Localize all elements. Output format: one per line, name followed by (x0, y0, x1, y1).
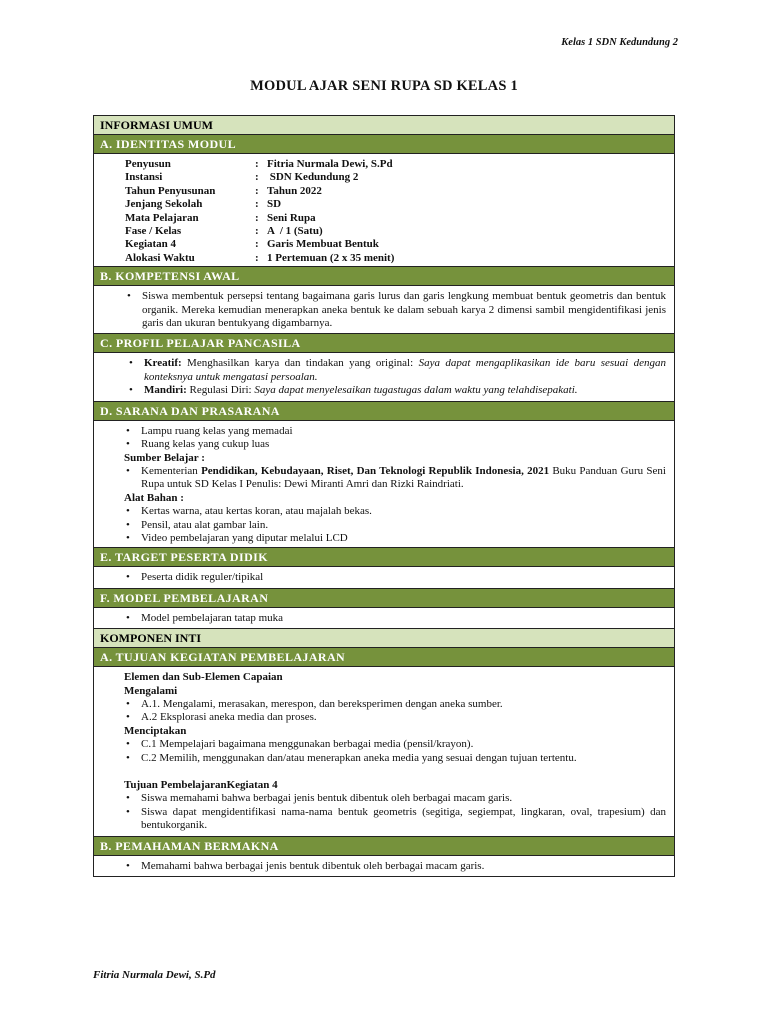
menciptakan-label: Menciptakan (124, 724, 187, 737)
list-item: • Siswa dapat mengidentifikasi nama-nama bentuk geometris (segitiga, segiempat, lingkaran, oval, trapesium) dan bentukorganik. (124, 806, 666, 833)
list-item: • Lampu ruang kelas yang memadai (124, 425, 666, 438)
kompetensi-awal-content (94, 286, 674, 334)
section-profil-pelajar: C. PROFIL PELAJAR PANCASILA (94, 334, 674, 353)
sarana-content (94, 421, 674, 549)
identitas-row: Fase / Kelas : A / 1 (Satu) (125, 225, 323, 238)
section-tujuan-kegiatan: A. TUJUAN KEGIATAN PEMBELAJARAN (94, 648, 674, 667)
section-target-peserta: E. TARGET PESERTA DIDIK (94, 548, 674, 567)
list-item: • Kertas warna, atau kertas koran, atau majalah bekas. (124, 505, 666, 518)
identitas-row: Alokasi Waktu : 1 Pertemuan (2 x 35 menit) (125, 251, 395, 264)
list-item: • A.2 Eksplorasi aneka media dan proses. (124, 711, 666, 724)
pemahaman-content (94, 856, 674, 876)
list-item: • Model pembelajaran tatap muka (124, 612, 666, 625)
list-item: • C.2 Memilih, menggunakan dan/atau menerapkan aneka media yang sesuai dengan tujuan tertentu. (124, 752, 666, 765)
identitas-list (94, 154, 674, 267)
tujuan-content (94, 667, 674, 836)
identitas-row: Penyusun : Fitria Nurmala Dewi, S.Pd (125, 158, 393, 170)
alat-bahan-label: Alat Bahan : (124, 491, 184, 504)
identitas-row: Kegiatan 4 : Garis Membuat Bentuk (125, 238, 379, 251)
sumber-belajar-label: Sumber Belajar : (124, 451, 205, 464)
list-item: • Kementerian Pendidikan, Kebudayaan, Riset, Dan Teknologi Republik Indonesia, 2021 Buku Panduan Guru Seni Rupa untuk SD Kelas I Penulis: Dewi Miranti Amri dan Rizki Raindriati. (124, 465, 666, 492)
list-item: • Memahami bahwa berbagai jenis bentuk dibentuk oleh berbagai macam garis. (124, 860, 666, 873)
page-header-note: Kelas 1 SDN Kedundung 2 (561, 37, 678, 48)
tujuan-pembelajaran-label: Tujuan PembelajaranKegiatan 4 (124, 779, 278, 791)
list-item: • C.1 Mempelajari bagaimana menggunakan berbagai media (pensil/krayon). (124, 738, 666, 751)
page-footer-author: Fitria Nurmala Dewi, S.Pd (93, 969, 216, 981)
target-content (94, 567, 674, 588)
section-identitas-modul: A. IDENTITAS MODUL (94, 135, 674, 154)
section-sarana-prasarana: D. SARANA DAN PRASARANA (94, 402, 674, 421)
profil-content (94, 353, 674, 401)
list-item: • Siswa memahami bahwa berbagai jenis bentuk dibentuk oleh berbagai macam garis. (124, 792, 666, 805)
list-item: • Siswa membentuk persepsi tentang bagaimana garis lurus dan garis lengkung membuat bentuk geometris dan bentuk organik. Mereka kemudian menerapkan aneka bentuk ke dalam sebuah karya 2 dimensi sambil mengidentifikasi jenis garis dan ukuran bentukyang digambarnya. (125, 290, 666, 330)
list-item: • Pensil, atau alat gambar lain. (124, 519, 666, 532)
list-item: • Video pembelajaran yang diputar melalui LCD (124, 532, 666, 545)
document-title: MODUL AJAR SENI RUPA SD KELAS 1 (250, 78, 518, 94)
identitas-row: Instansi : SDN Kedundung 2 (125, 171, 359, 184)
list-item: • Peserta didik reguler/tipikal (124, 571, 666, 584)
list-item: • A.1. Mengalami, merasakan, merespon, dan bereksperimen dengan aneka sumber. (124, 698, 666, 711)
elemen-label: Elemen dan Sub-Elemen Capaian (124, 671, 283, 684)
section-informasi-umum: INFORMASI UMUM (94, 116, 674, 135)
identitas-row: Jenjang Sekolah : SD (125, 198, 282, 211)
identitas-row: Tahun Penyusunan : Tahun 2022 (125, 184, 322, 197)
list-item: • Ruang kelas yang cukup luas (124, 438, 666, 451)
list-item: • Kreatif: Menghasilkan karya dan tindakan yang original: Saya dapat mengaplikasikan ide baru sesuai dengan konteksnya untuk mengatasi persoalan. (127, 357, 666, 384)
model-content (94, 608, 674, 629)
mengalami-label: Mengalami (124, 684, 178, 697)
list-item: • Mandiri: Regulasi Diri: Saya dapat menyelesaikan tugastugas dalam waktu yang telahdisepakati. (127, 384, 666, 397)
identitas-row: Mata Pelajaran : Seni Rupa (125, 211, 316, 224)
section-model-pembelajaran: F. MODEL PEMBELAJARAN (94, 589, 674, 608)
section-pemahaman-bermakna: B. PEMAHAMAN BERMAKNA (94, 837, 674, 856)
module-table (93, 115, 675, 877)
section-komponen-inti: KOMPONEN INTI (94, 629, 674, 648)
section-kompetensi-awal: B. KOMPETENSI AWAL (94, 267, 674, 286)
